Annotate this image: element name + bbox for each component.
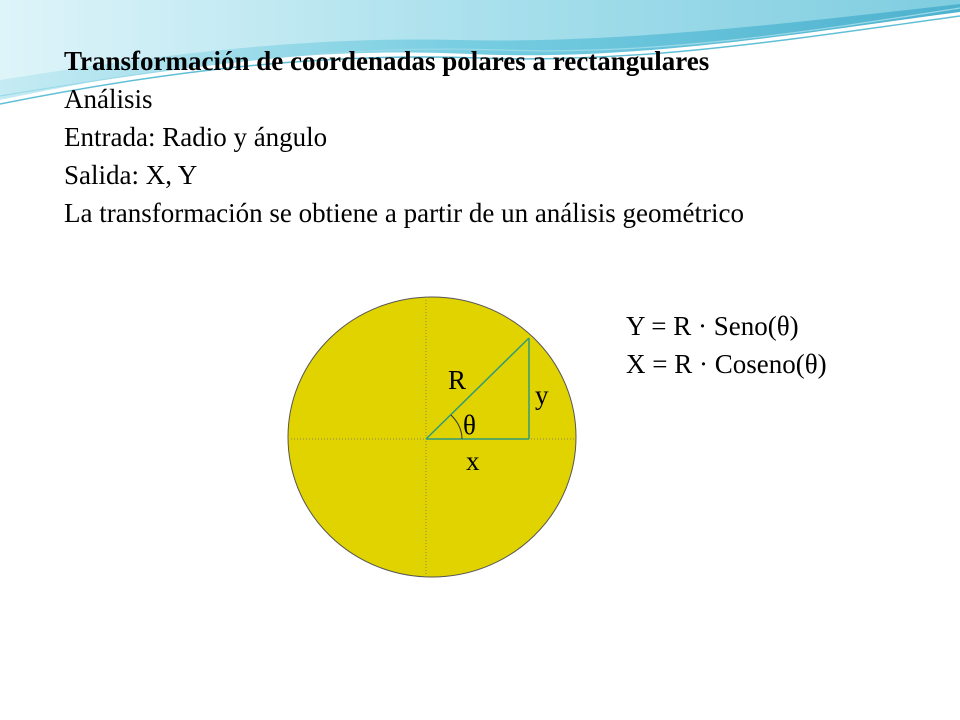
formulas xyxy=(626,307,827,383)
analysis-heading: Análisis xyxy=(64,84,153,114)
unit-circle xyxy=(288,297,576,577)
input-line: Entrada: Radio y ángulo xyxy=(64,122,328,152)
slide-title: Transformación de coordenadas polares a rectangulares xyxy=(64,46,710,76)
angle-label: θ xyxy=(463,410,476,440)
radius-label: R xyxy=(448,365,467,395)
description-line: La transformación se obtiene a partir de un análisis geométrico xyxy=(64,198,744,228)
output-line: Salida: X, Y xyxy=(64,160,198,190)
opposite-label: y xyxy=(535,380,549,410)
formula-y: Y = R · Seno(θ) xyxy=(626,311,799,341)
formula-x: X = R · Coseno(θ) xyxy=(626,349,827,379)
adjacent-label: x xyxy=(466,446,480,476)
